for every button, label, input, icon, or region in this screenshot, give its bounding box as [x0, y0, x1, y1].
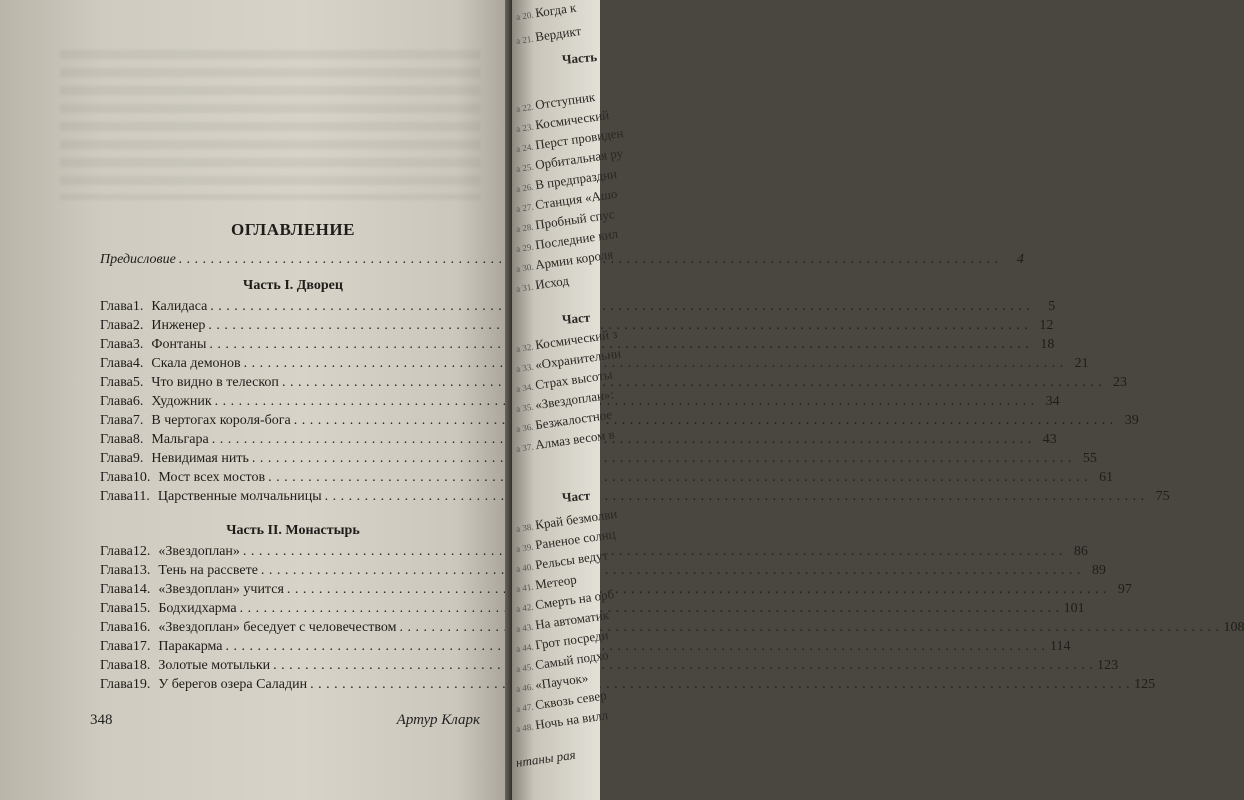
- right-chapter-title: «Звездоплан»:: [534, 386, 615, 413]
- chapter-number: 7.: [132, 413, 144, 428]
- chapter-number: 19.: [132, 677, 151, 692]
- toc-title: ОГЛАВЛЕНИЕ: [231, 220, 355, 239]
- right-chapter-title: Страх высоты: [534, 366, 614, 393]
- chapter-page: 75: [1155, 489, 1170, 504]
- right-toc-line: [515, 23, 582, 48]
- part-title: Часть I. Дворец: [243, 278, 343, 293]
- chapter-number: 2.: [132, 318, 144, 333]
- right-chapter-number: а 22.: [515, 101, 535, 114]
- right-chapter-title: Метеор: [534, 571, 578, 593]
- leader-dots: [268, 468, 1088, 487]
- toc-chapter-line: [100, 297, 1056, 316]
- chapter-prefix: Глава: [100, 451, 133, 466]
- chapter-number: 15.: [132, 601, 151, 616]
- right-chapter-number: а 20.: [515, 9, 535, 22]
- chapter-page: 61: [1099, 470, 1114, 485]
- right-chapter-number: а 30.: [515, 261, 535, 274]
- right-chapter-title: Исход: [534, 272, 570, 293]
- chapter-title: Мост всех мостов: [158, 470, 266, 485]
- right-chapter-title: На автоматик: [534, 607, 610, 633]
- chapter-number: 3.: [132, 337, 144, 352]
- leader-dots: [212, 430, 1032, 449]
- chapter-number: 1.: [132, 299, 144, 314]
- chapter-page: 5: [1048, 299, 1056, 314]
- leader-dots: [287, 580, 1107, 599]
- right-chapter-number: а 39.: [515, 541, 535, 554]
- chapter-page: 86: [1073, 544, 1088, 559]
- leader-dots: [226, 637, 1046, 656]
- right-chapter-number: а 27.: [515, 201, 535, 214]
- right-toc-line: [515, 747, 577, 771]
- chapter-prefix: Глава: [100, 470, 133, 485]
- chapter-prefix: Глава: [100, 582, 133, 597]
- right-page: [512, 0, 625, 800]
- right-chapter-title: Космический з: [534, 325, 619, 353]
- right-chapter-title: Станция «Ашо: [534, 185, 619, 213]
- page-number: 348: [90, 712, 113, 728]
- leader-dots: [243, 542, 1063, 561]
- right-chapter-title: Пробный спус: [534, 206, 616, 233]
- right-chapter-number: а 21.: [515, 33, 535, 46]
- right-chapter-number: а 38.: [515, 521, 535, 534]
- right-chapter-number: а 24.: [515, 141, 535, 154]
- chapter-page: 89: [1091, 563, 1106, 578]
- chapter-title: Фонтаны: [151, 337, 207, 352]
- chapter-prefix: Глава: [100, 318, 133, 333]
- right-toc-line: [515, 273, 570, 296]
- chapter-page: 97: [1117, 582, 1132, 597]
- chapter-page: 21: [1074, 356, 1089, 371]
- chapter-prefix: Глава: [100, 299, 133, 314]
- chapter-title: Мальгара: [151, 432, 209, 447]
- right-chapter-title: Алмаз весом в: [534, 426, 616, 453]
- right-chapter-title: Сквозь север: [534, 687, 608, 713]
- leader-dots: [240, 599, 1060, 618]
- right-chapter-number: а 47.: [515, 701, 535, 714]
- chapter-prefix: Глава: [100, 601, 133, 616]
- right-chapter-number: а 31.: [515, 281, 535, 294]
- right-chapter-number: а 29.: [515, 241, 535, 254]
- right-chapter-number: а 33.: [515, 361, 535, 374]
- chapter-prefix: Глава: [100, 413, 133, 428]
- right-chapter-title: В предпраздни: [534, 165, 618, 193]
- right-chapter-title: Орбитальная ру: [534, 145, 624, 173]
- right-chapter-number: а 37.: [515, 441, 535, 454]
- right-chapter-title: Армии короля: [534, 246, 615, 273]
- chapter-number: 18.: [132, 658, 151, 673]
- leader-dots: [310, 675, 1130, 694]
- right-chapter-title: Космический: [534, 107, 610, 133]
- chapter-title: «Звездоплан» учится: [158, 582, 284, 597]
- chapter-page: 55: [1082, 451, 1097, 466]
- chapter-number: 6.: [132, 394, 144, 409]
- chapter-title: Невидимая нить: [151, 451, 249, 466]
- chapter-title: «Звездоплан»: [158, 544, 240, 559]
- right-chapter-number: а 28.: [515, 221, 535, 234]
- leader-dots: [273, 656, 1093, 675]
- chapter-prefix: Глава: [100, 544, 133, 559]
- chapter-prefix: Глава: [100, 432, 133, 447]
- right-chapter-title: Самый подхо: [534, 647, 610, 673]
- chapter-title: Что видно в телескоп: [151, 375, 279, 390]
- leader-dots: [244, 354, 1064, 373]
- chapter-page: 12: [1039, 318, 1054, 333]
- chapter-title: У берегов озера Саладин: [158, 677, 308, 692]
- chapter-prefix: Глава: [100, 658, 133, 673]
- chapter-number: 9.: [132, 451, 144, 466]
- right-chapter-title: Рельсы ведут: [534, 547, 610, 573]
- chapter-page: 123: [1097, 658, 1119, 673]
- right-chapter-number: а 41.: [515, 581, 535, 594]
- chapter-page: 18: [1040, 337, 1055, 352]
- preface-label: Предисловие: [100, 252, 176, 267]
- chapter-page: 43: [1042, 432, 1057, 447]
- right-chapter-number: а 25.: [515, 161, 535, 174]
- right-chapter-number: а 45.: [515, 661, 535, 674]
- right-chapter-title: Перст провиден: [534, 125, 625, 153]
- right-chapter-title: нтаны рая: [514, 746, 577, 770]
- chapter-number: 13.: [132, 563, 151, 578]
- preface-page: 4: [1016, 252, 1024, 267]
- right-part-heading: Част: [561, 309, 591, 327]
- chapter-prefix: Глава: [100, 337, 133, 352]
- leader-dots: [210, 297, 1030, 316]
- right-chapter-number: а 35.: [515, 401, 535, 414]
- chapter-number: 11.: [132, 489, 150, 504]
- chapter-page: 39: [1124, 413, 1139, 428]
- chapter-prefix: Глава: [100, 375, 133, 390]
- chapter-prefix: Глава: [100, 489, 133, 504]
- right-chapter-number: а 40.: [515, 561, 535, 574]
- chapter-title: Художник: [151, 394, 212, 409]
- bleed-through-text: [60, 50, 480, 200]
- right-chapter-title: Безжалостное: [534, 406, 613, 433]
- right-chapter-title: Раненое солнц: [534, 526, 617, 553]
- leader-dots: [208, 316, 1028, 335]
- leader-dots: [294, 411, 1114, 430]
- chapter-prefix: Глава: [100, 394, 133, 409]
- chapter-prefix: Глава: [100, 620, 133, 635]
- chapter-page: 125: [1134, 677, 1156, 692]
- chapter-page: 114: [1050, 639, 1071, 654]
- chapter-number: 16.: [132, 620, 151, 635]
- chapter-title: Инженер: [151, 318, 206, 333]
- chapter-title: «Звездоплан» беседует с человечеством: [158, 620, 397, 635]
- chapter-prefix: Глава: [100, 639, 133, 654]
- right-chapter-number: а 46.: [515, 681, 535, 694]
- chapter-page: 34: [1045, 394, 1060, 409]
- right-chapter-title: Грот посреди: [534, 627, 610, 653]
- right-chapter-number: а 23.: [515, 121, 535, 134]
- right-toc-line: [515, 0, 577, 24]
- chapter-number: 10.: [132, 470, 151, 485]
- right-chapter-title: «Паучок»: [534, 669, 590, 693]
- leader-dots: [325, 487, 1145, 506]
- chapter-page: 108: [1223, 620, 1244, 635]
- right-chapter-title: Ночь на вилл: [534, 707, 609, 733]
- chapter-prefix: Глава: [100, 563, 133, 578]
- chapter-number: 14.: [132, 582, 151, 597]
- right-chapter-number: а 32.: [515, 341, 535, 354]
- chapter-title: Тень на рассвете: [158, 563, 258, 578]
- leader-dots: [282, 373, 1102, 392]
- chapter-title: Царственные молчальницы: [157, 489, 322, 504]
- right-chapter-title: Смерть на орб: [534, 586, 615, 613]
- leader-dots: [215, 392, 1035, 411]
- right-chapter-number: а 34.: [515, 381, 535, 394]
- leader-dots: [252, 449, 1072, 468]
- right-chapter-title: «Охранительни: [534, 345, 622, 373]
- right-chapter-title: Последние кил: [534, 225, 619, 253]
- chapter-title: В чертогах короля-бога: [151, 413, 291, 428]
- right-chapter-title: Край безмолви: [534, 505, 619, 533]
- chapter-number: 17.: [132, 639, 151, 654]
- chapter-title: Калидаса: [151, 299, 208, 314]
- right-chapter-title: Отступник: [534, 88, 596, 113]
- page-footer: [90, 712, 480, 729]
- right-chapter-number: а 42.: [515, 601, 535, 614]
- chapter-number: 5.: [132, 375, 144, 390]
- part-title: Часть II. Монастырь: [226, 523, 360, 538]
- leader-dots: [261, 561, 1081, 580]
- right-chapter-number: а 36.: [515, 421, 535, 434]
- chapter-title: Золотые мотыльки: [158, 658, 271, 673]
- right-chapter-title: Вердикт: [534, 22, 583, 45]
- chapter-title: Скала демонов: [151, 356, 241, 371]
- right-part-heading: Часть: [561, 48, 598, 67]
- chapter-prefix: Глава: [100, 356, 133, 371]
- chapter-number: 12.: [132, 544, 151, 559]
- right-chapter-number: а 48.: [515, 721, 535, 734]
- right-chapter-title: Когда к: [534, 0, 578, 21]
- right-chapter-number: а 26.: [515, 181, 535, 194]
- toc-chapter-line: [100, 449, 1097, 468]
- right-chapter-number: а 43.: [515, 621, 535, 634]
- toc-chapter-line: [100, 468, 1114, 487]
- chapter-title: Бодхидхарма: [158, 601, 237, 616]
- chapter-page: 23: [1112, 375, 1127, 390]
- chapter-page: 101: [1063, 601, 1085, 616]
- right-part-heading: Част: [561, 487, 591, 505]
- chapter-title: Паракарма: [158, 639, 223, 654]
- chapter-prefix: Глава: [100, 677, 133, 692]
- chapter-number: 8.: [132, 432, 144, 447]
- chapter-number: 4.: [132, 356, 144, 371]
- right-chapter-number: а 44.: [515, 641, 535, 654]
- running-head-author: Артур Кларк: [396, 712, 480, 728]
